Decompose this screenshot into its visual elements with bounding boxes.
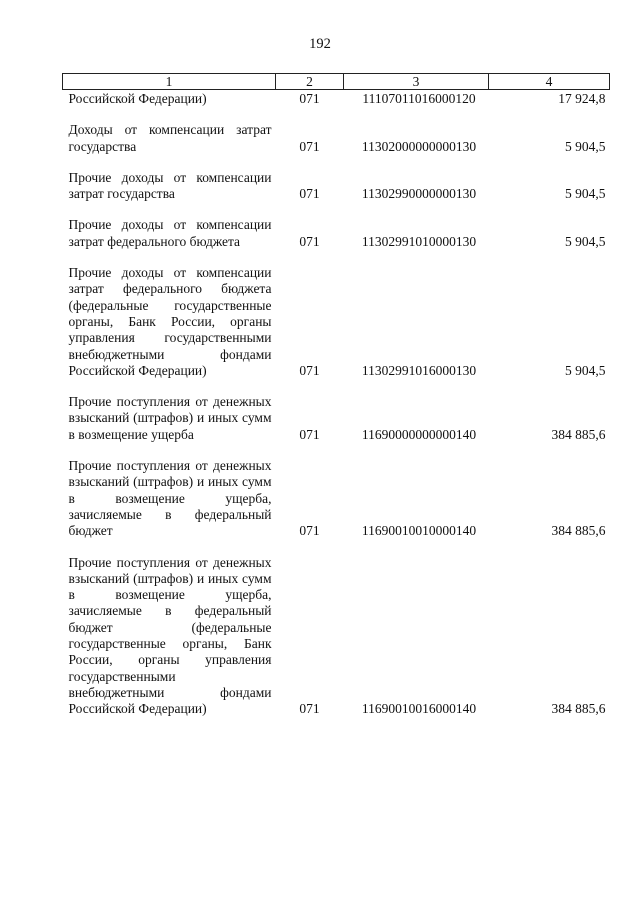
classification-code: 11302991016000130 [361, 362, 477, 378]
amount: 5 904,5 [565, 362, 606, 378]
budget-revenue-table [62, 73, 610, 718]
column-header-4: 4 [489, 74, 610, 90]
classification-code: 11107011016000120 [362, 91, 476, 106]
amount: 384 885,6 [551, 701, 606, 717]
administrator-code: 071 [299, 701, 320, 717]
page-number: 192 [309, 36, 331, 52]
revenue-name: Прочие доходы от компенсации затрат федерального бюджета (федеральные государственные органы, Банк России, органы управления государственными внебюджетными фондами Российской Федерации) [68, 265, 272, 378]
table-row [63, 379, 610, 443]
revenue-name: Прочие доходы от компенсации затрат федерального бюджета [68, 217, 272, 249]
revenue-name: Российской Федерации) [68, 91, 207, 106]
amount: 384 885,6 [551, 523, 606, 539]
amount: 384 885,6 [551, 426, 606, 442]
revenue-name: Доходы от компенсации затрат государства [68, 122, 272, 154]
table-row [63, 90, 610, 108]
revenue-name: Прочие доходы от компенсации затрат государства [68, 169, 272, 202]
revenue-name: Прочие поступления от денежных взысканий (штрафов) и иных сумм в возмещение ущерба, зачисляемые в федеральный бюджет (федеральные государственные органы, Банк России, органы управления государственными внебюджетными фондами Российской Федерации) [68, 554, 272, 717]
column-header-3: 3 [344, 74, 489, 90]
table-row [63, 540, 610, 718]
amount: 5 904,5 [565, 186, 606, 202]
amount: 5 904,5 [565, 233, 606, 249]
administrator-code: 071 [299, 426, 320, 442]
classification-code: 11302990000000130 [361, 186, 477, 202]
classification-code: 11302000000000130 [361, 138, 477, 154]
table-row [63, 443, 610, 539]
table-row [63, 202, 610, 250]
classification-code: 11302991010000130 [361, 233, 477, 249]
classification-code: 11690010010000140 [361, 523, 477, 539]
column-header-1: 1 [63, 74, 276, 90]
classification-code: 11690010016000140 [361, 701, 477, 717]
table-header-row [63, 74, 610, 90]
administrator-code: 071 [299, 138, 320, 154]
administrator-code: 071 [299, 362, 320, 378]
revenue-name: Прочие поступления от денежных взысканий (штрафов) и иных сумм в возмещение ущерба [68, 394, 272, 442]
table-row [63, 250, 610, 379]
table-row [63, 107, 610, 155]
revenue-name: Прочие поступления от денежных взысканий (штрафов) и иных сумм в возмещение ущерба, зачисляемые в федеральный бюджет [68, 458, 272, 539]
amount: 5 904,5 [565, 138, 606, 154]
amount: 17 924,8 [558, 91, 606, 106]
table-row [63, 155, 610, 203]
classification-code: 11690000000000140 [361, 426, 477, 442]
administrator-code: 071 [299, 233, 320, 249]
administrator-code: 071 [299, 523, 320, 539]
administrator-code: 071 [299, 91, 320, 106]
administrator-code: 071 [299, 186, 320, 202]
column-header-2: 2 [276, 74, 344, 90]
